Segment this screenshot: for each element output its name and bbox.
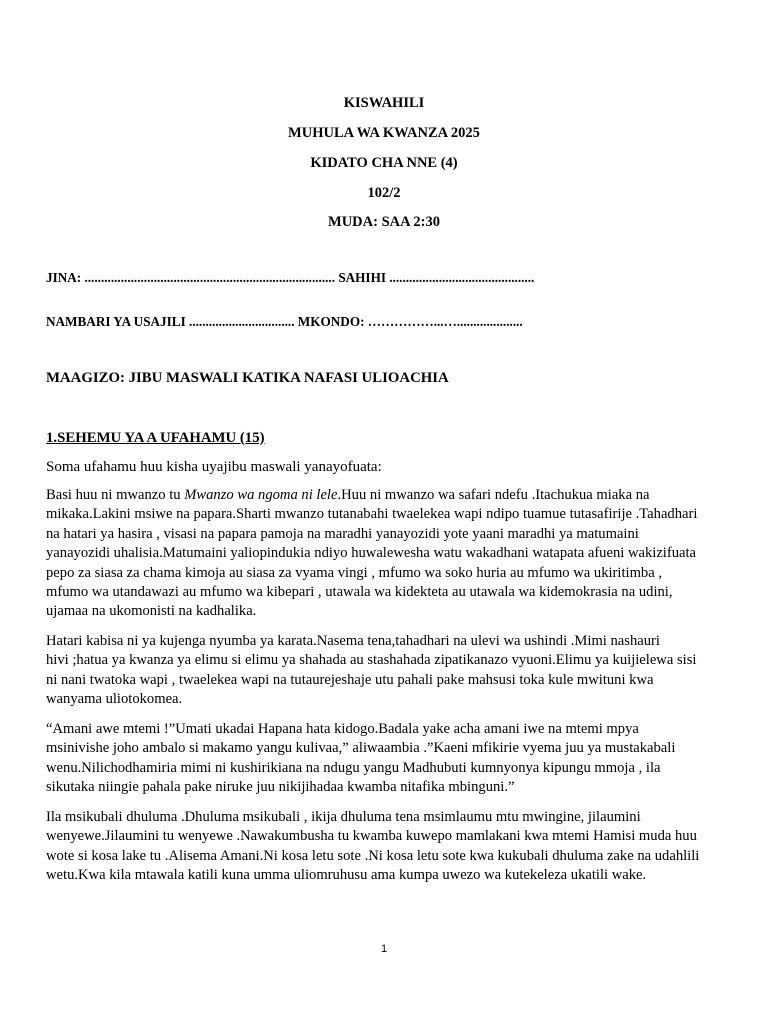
passage-paragraph-2 bbox=[46, 632, 726, 710]
proverb-italic: Mwanzo wa ngoma ni lele bbox=[184, 487, 338, 503]
section-intro: Soma ufahamu huu kisha uyajibu maswali yanayofuata: bbox=[46, 459, 382, 475]
paragraph-line: ujamaa na ukomonisti na kadhalika. bbox=[46, 603, 257, 620]
text-run: Basi huu ni mwanzo tu bbox=[46, 487, 185, 503]
paragraph-line: mikaka.Lakini msiwe na papara.Sharti mwanzo tutanabahi twaelekea wapi ndipo tuamue tutasafirije .Tahadhari bbox=[46, 506, 698, 523]
text-run: .Huu ni mwanzo wa safari ndefu .Itachukua miaka na bbox=[337, 487, 650, 503]
paragraph-line: msinivishe joho ambalo si makamo yangu kulivaa,” aliwaambia .”Kaeni mfikirie vyema juu ya mustakabali bbox=[46, 740, 676, 757]
paragraph-line: wenu.Nilichodhamiria mimi ni kushirikiana na ndugu yangu Madhubuti kumnyonya kipungu mmoja , ila bbox=[46, 759, 661, 776]
paragraph-line: “Amani awe mtemi !”Umati ukadai Hapana hata kidogo.Badala yake acha amani iwe na mtemi mpya bbox=[46, 721, 639, 737]
paragraph-line: hivi ;hatua ya kwanza ya elimu si elimu ya shahada au stashahada zipatikanazo vyuoni.Elimu ya kuijielewa sisi bbox=[46, 652, 697, 669]
paragraph-line: ni nani twatoka wapi , twaelekea wapi na tutaurejeshaje utu pahali pake mahsusi toka kule mwituni kwa bbox=[46, 671, 654, 688]
paper-code: 102/2 bbox=[367, 185, 401, 201]
admission-stream-field: NAMBARI YA USAJILI ................................ MKONDO: ……………...….................... bbox=[46, 314, 523, 329]
paragraph-line: wetu.Kwa kila mtawala katili kuna umma uliomruhusu ama kumpa uwezo wa kutekeleza ukatili wake. bbox=[46, 867, 647, 884]
paragraph-line: Ila msikubali dhuluma .Dhuluma msikubali , ikija dhuluma tena msimlaumu mtu mwingine, jilaumini bbox=[46, 809, 641, 825]
paragraph-line: yanayozidi uhalisia.Matumaini yaliopindukia ndiyo huwalewesha watu wakadhani watapata afueni wakizifuata bbox=[46, 545, 697, 562]
subject-title: KISWAHILI bbox=[343, 95, 425, 111]
page-number: 1 bbox=[380, 943, 388, 955]
paragraph-line: wenyewe.Jilaumini tu wenyewe .Nawakumbusha tu kwamba kuwepo mamlakani kwa mtemi Hamisi muda huu bbox=[46, 828, 697, 845]
paragraph-line: Hatari kabisa ni ya kujenga nyumba ya karata.Nasema tena,tahadhari na ulevi wa ushindi .Mimi nashauri bbox=[46, 633, 660, 649]
name-signature-field: JINA: ............................................................................ SAHIHI ............................................ bbox=[46, 270, 535, 285]
term-title: MUHULA WA KWANZA 2025 bbox=[288, 125, 480, 141]
paragraph-line bbox=[46, 486, 726, 505]
form-title: KIDATO CHA NNE (4) bbox=[310, 155, 458, 171]
paragraph-line: wanyama uliotokomea. bbox=[46, 691, 183, 708]
paragraph-line: na hatari ya hasira , visasi na papara pamoja na maradhi yanayozidi yote yaani maradhi ya matumaini bbox=[46, 525, 639, 542]
instructions: MAAGIZO: JIBU MASWALI KATIKA NAFASI ULIOACHIA bbox=[46, 370, 449, 386]
duration: MUDA: SAA 2:30 bbox=[328, 214, 440, 230]
passage-paragraph-4 bbox=[46, 808, 726, 886]
paragraph-line: mfumo wa utandawazi au mfumo wa kibepari , utawala wa kidekteta au utawala wa kidemokrasia na udini, bbox=[46, 584, 673, 601]
paragraph-line: pepo za siasa za chama kimoja au siasa za vyama vingi , mfumo wa soko huria au mfumo wa ukiritimba , bbox=[46, 564, 662, 581]
paragraph-line: wote si kosa lake tu .Alisema Amani.Ni kosa letu sote .Ni kosa letu sote kwa kukubali dhuluma zake na udahlili bbox=[46, 847, 700, 864]
paragraph-line: sikutaka niingie pahala pake niruke juu nikijihadaa kwamba nitafika mbinguni.” bbox=[46, 779, 515, 796]
passage-paragraph-1 bbox=[46, 486, 726, 622]
passage-paragraph-3 bbox=[46, 720, 726, 798]
section-heading: 1.SEHEMU YA A UFAHAMU (15) bbox=[46, 430, 265, 446]
